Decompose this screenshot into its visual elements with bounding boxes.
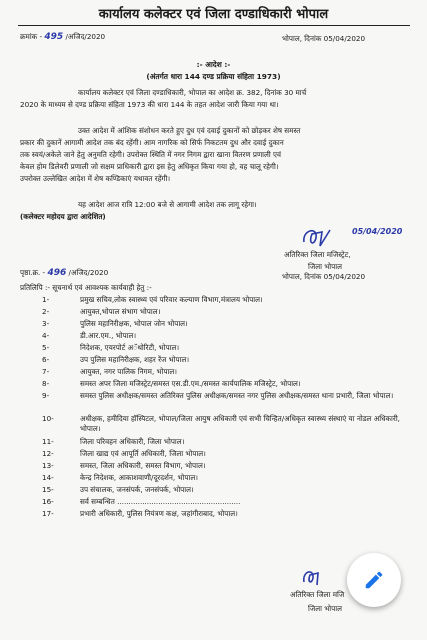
list-item-number: 16- bbox=[42, 497, 54, 506]
list-item-number: 2- bbox=[42, 307, 50, 316]
list-item-number: 17- bbox=[42, 509, 54, 518]
para1-line1: कार्यालय कलेक्टर एवं जिला दण्डाधिकारी, भोपाल का आदेश क्र. 382, दिनांक 30 मार्च bbox=[78, 88, 307, 97]
list-item-number: 9- bbox=[42, 391, 50, 400]
office-title: कार्यालय कलेक्टर एवं जिला दण्डाधिकारी भोपाल bbox=[98, 7, 329, 22]
order-number: क्रमांक - 495 /अजिद/2020 bbox=[20, 32, 106, 42]
list-item: प्रमुख सचिव,लोक स्वास्थ्य एवं परिवार कल्याण विभाग,मंत्रालय भोपाल। bbox=[80, 294, 263, 304]
pencil-edit-icon bbox=[363, 569, 385, 591]
order-subheading: (अंतर्गत धारा 144 दण्ड प्रक्रिया संहिता 1973) bbox=[146, 72, 281, 81]
list-item: पुलिस महानिरीक्षक, भोपाल जोन भोपाल। bbox=[80, 318, 188, 328]
endorsement-date: भोपाल, दिनांक 05/04/2020 bbox=[282, 272, 366, 281]
list-item-number: 11- bbox=[42, 437, 54, 446]
list-item-number: 6- bbox=[42, 355, 50, 364]
copy-to-heading: प्रतिलिपि :- सूचनार्थ एवं आवश्यक कार्यवाही हेतु :- bbox=[20, 283, 152, 292]
handwritten-endorsement-number: 496 bbox=[47, 268, 67, 278]
list-item: आयुक्त,भोपाल संभाग भोपाल। bbox=[80, 306, 161, 316]
list-item: आयुक्त, नगर पालिक निगम, भोपाल। bbox=[80, 366, 177, 376]
signature-mark-2 bbox=[300, 566, 336, 588]
signatory-1-line1: अतिरिक्त जिला मजिस्ट्रेट, bbox=[284, 250, 351, 259]
list-item: जिला खाद्य एवं आपूर्ति अधिकारी, जिला भोपाल। bbox=[80, 448, 206, 458]
list-item-number: 4- bbox=[42, 331, 50, 340]
list-item-number: 15- bbox=[42, 485, 54, 494]
edit-fab-button[interactable] bbox=[347, 553, 401, 607]
list-item-number: 5- bbox=[42, 343, 50, 352]
para2-line5: उपरोक्त उल्लेखित आदेश में शेष कण्डिकाएं यथावत रहेंगी। bbox=[20, 174, 171, 183]
signature-date: 05/04/2020 bbox=[352, 227, 403, 236]
list-item: डी.आर.एम., भोपाल। bbox=[80, 330, 137, 340]
list-item-number: 12- bbox=[42, 449, 54, 458]
list-item: प्रभारी अधिकारी, पुलिस नियंत्रण कक्ष, जहांगीराबाद, भोपाल। bbox=[80, 508, 238, 518]
list-item: जिला परिवहन अधिकारी, जिला भोपाल। bbox=[80, 436, 185, 446]
para2-line3: तक स्वयं/अकेले जाने हेतु अनुमति रहेगी। उपरोक्त स्थिति में नगर निगम द्वारा खाना वितरण प्रणाली एवं bbox=[20, 150, 282, 159]
list-item: समस्त पुलिस अधीक्षक/समस्त अतिरिक्त पुलिस अधीक्षक/समस्त नगर पुलिस अधीक्षक/समस्त थाना प्रभारी, जिला भोपाल। bbox=[80, 390, 394, 400]
signatory-2-line2: जिला भोपाल bbox=[308, 604, 342, 613]
list-item: सर्व सम्बन्धित ...................................................... bbox=[80, 496, 241, 506]
list-item-number: 7- bbox=[42, 367, 50, 376]
list-item-number: 3- bbox=[42, 319, 50, 328]
title-divider bbox=[18, 25, 410, 26]
para2-line2: प्रकार की दुकानें आगामी आदेश तक बंद रहेंगी। आम नागरिक को सिर्फ निकटतम दुध और दवाई दुकान bbox=[20, 138, 284, 147]
para1-line2: 2020 के माध्यम से दण्ड प्रक्रिया संहिता 1973 की धारा 144 के तहत आदेश जारी किया गया था। bbox=[20, 100, 279, 109]
list-item: निदेशक, एयरपोर्ट अॅथोरिटी, भोपाल। bbox=[80, 342, 180, 352]
order-date: भोपाल, दिनांक 05/04/2020 bbox=[282, 34, 366, 43]
list-item-number: 8- bbox=[42, 379, 50, 388]
list-item: उप संचालक, जनसंपर्क, जनसंपर्क, भोपाल। bbox=[80, 484, 194, 494]
signature-mark-1 bbox=[300, 224, 350, 250]
issued-by: (कलेक्टर महोदय द्वारा आदेशित) bbox=[20, 212, 106, 221]
para2-line1: उक्त आदेश में आंशिक संशोधन करते हुए दुध एवं दवाई दुकानों को छोड़कर शेष समस्त bbox=[78, 126, 301, 135]
list-item: केन्द्र निदेशक, आकाशवाणी/दूरदर्शन, भोपाल। bbox=[80, 472, 198, 482]
list-item-number: 1- bbox=[42, 295, 50, 304]
list-item: समस्त अपर जिला मजिस्ट्रेट/समस्त एस.डी.एम./समस्त कार्यपालिक मजिस्ट्रेट, भोपाल। bbox=[80, 378, 301, 388]
para2-line4: केवल होम डिलेवरी प्रणाली जो सक्षम प्राधिकारी द्वारा इस हेतु अधिकृत किया गया हो, वह चालू रहेगी। bbox=[20, 162, 279, 171]
order-heading: :- आदेश :- bbox=[196, 60, 231, 69]
list-item: उप पुलिस महानिरीक्षक, शहर रेंज भोपाल। bbox=[80, 354, 190, 364]
list-item-number: 14- bbox=[42, 473, 54, 482]
signatory-2-line1: अतिरिक्त जिला मजि bbox=[290, 590, 345, 599]
para3: यह आदेश आज रात्रि 12:00 बजे से आगामी आदेश तक लागू रहेगा। bbox=[78, 200, 257, 209]
list-item-number: 10- bbox=[42, 414, 54, 423]
list-item: अधीक्षक, हमीदिया हॉस्पिटल, भोपाल/जिला आयुष अधिकारी एवं सभी चिन्हित/अधिकृत स्वास्थ्य संस्थाएं या नोडल अधिकारी, भोपाल। bbox=[80, 413, 400, 433]
signatory-1-line2: जिला भोपाल bbox=[308, 262, 342, 271]
list-item: समस्त, जिला अधिकारी, समस्त विभाग, भोपाल। bbox=[80, 460, 206, 470]
handwritten-order-number: 495 bbox=[44, 32, 64, 42]
endorsement-number: पृष्ठा.क्र. - 496 /अजिद/2020 bbox=[20, 268, 109, 278]
list-item-number: 13- bbox=[42, 461, 54, 470]
